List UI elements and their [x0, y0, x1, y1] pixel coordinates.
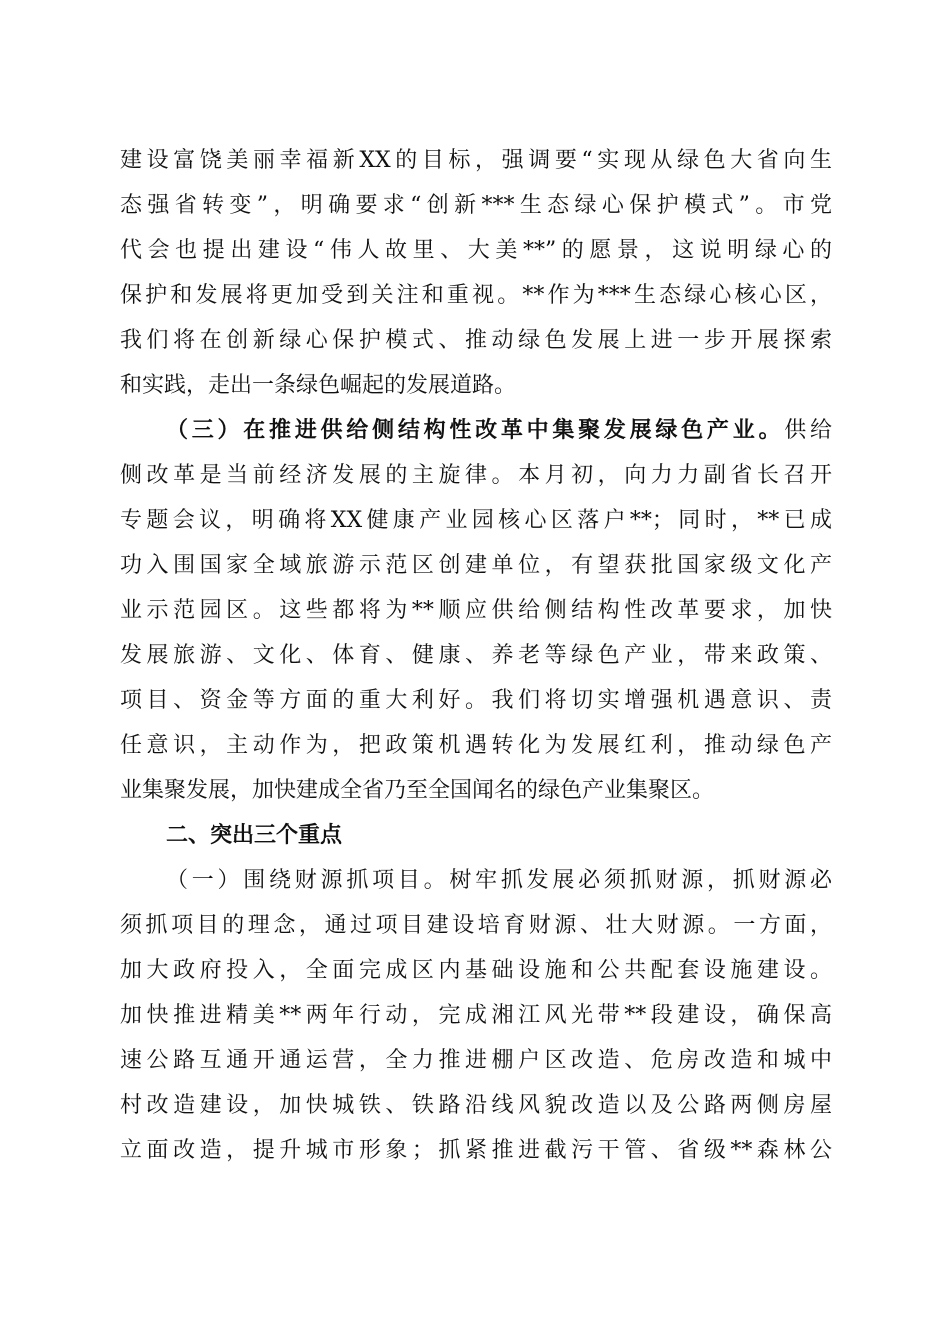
paragraph-line: 功入围国家全域旅游示范区创建单位，有望获批国家级文化产	[120, 553, 832, 578]
paragraph-line: 代会也提出建设“伟人故里、大美**”的愿景，这说明绿心的	[120, 238, 832, 263]
paragraph-line: 态强省转变”，明确要求“创新***生态绿心保护模式”。市党	[120, 193, 832, 218]
paragraph-line: 速公路互通开通运营，全力推进棚户区改造、危房改造和城中	[120, 1048, 832, 1073]
paragraph-line: 须抓项目的理念，通过项目建设培育财源、壮大财源。一方面，	[120, 913, 832, 938]
paragraph-line: 发展旅游、文化、体育、健康、养老等绿色产业，带来政策、	[120, 643, 832, 668]
paragraph-line: 和实践，走出一条绿色崛起的发展道路。	[120, 373, 517, 398]
paragraph-line: （一）围绕财源抓项目。树牢抓发展必须抓财源，抓财源必	[166, 868, 832, 893]
paragraph-text: 供给	[784, 418, 832, 443]
paragraph-line: 专题会议，明确将XX健康产业园核心区落户**；同时，**已成	[120, 508, 832, 533]
paragraph-line: 我们将在创新绿心保护模式、推动绿色发展上进一步开展探索	[120, 328, 832, 353]
paragraph-heading-line	[166, 408, 832, 453]
paragraph-line: 村改造建设，加快城铁、铁路沿线风貌改造以及公路两侧房屋	[120, 1093, 832, 1118]
paragraph-line: 任意识，主动作为，把政策机遇转化为发展红利，推动绿色产	[120, 733, 832, 758]
section-heading: 二、突出三个重点	[166, 823, 343, 848]
paragraph-line: 保护和发展将更加受到关注和重视。**作为***生态绿心核心区，	[120, 283, 832, 308]
paragraph-line: 侧改革是当前经济发展的主旋律。本月初，向力力副省长召开	[120, 463, 832, 488]
paragraph-line: 加大政府投入，全面完成区内基础设施和公共配套设施建设。	[120, 958, 832, 983]
paragraph-line: 加快推进精美**两年行动，完成湘江风光带**段建设，确保高	[120, 1003, 832, 1028]
paragraph-line: 项目、资金等方面的重大利好。我们将切实增强机遇意识、责	[120, 688, 832, 713]
paragraph-line: 业集聚发展，加快建成全省乃至全国闻名的绿色产业集聚区。	[120, 778, 715, 803]
paragraph-line: 业示范园区。这些都将为**顺应供给侧结构性改革要求，加快	[120, 598, 832, 623]
paragraph-line: 建设富饶美丽幸福新XX的目标，强调要“实现从绿色大省向生	[120, 148, 832, 173]
paragraph-line: 立面改造，提升城市形象；抓紧推进截污干管、省级**森林公	[120, 1138, 832, 1163]
subsection-heading: （三）在推进供给侧结构性改革中集聚发展绿色产业。	[166, 417, 785, 443]
